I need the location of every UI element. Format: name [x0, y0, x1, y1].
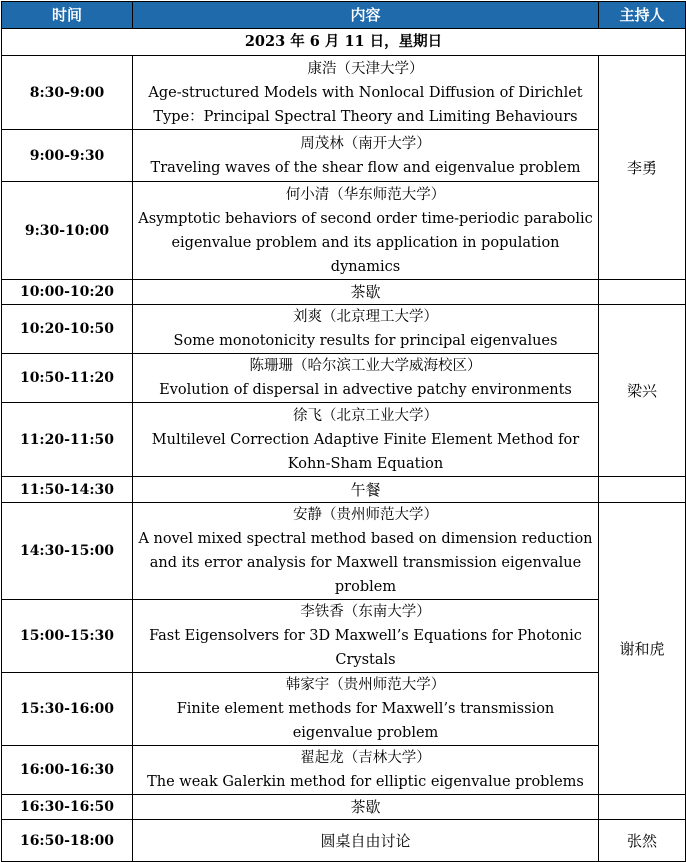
- session-row: [2, 600, 686, 673]
- session-content: [133, 182, 599, 280]
- session-time: 10:00-10:20: [2, 280, 133, 305]
- session-row: [2, 305, 686, 354]
- session-content: [133, 503, 599, 600]
- session-time: 9:00-9:30: [2, 130, 133, 182]
- session-time: 15:00-15:30: [2, 600, 133, 673]
- session-row: [2, 354, 686, 403]
- session-speaker: 翟起龙（吉林大学）: [300, 750, 431, 766]
- session-row: [2, 130, 686, 182]
- host-cell: 李勇: [599, 56, 686, 280]
- host-cell: 张然: [599, 820, 686, 862]
- session-time: 10:20-10:50: [2, 305, 133, 354]
- session-speaker: 韩家宇（贵州师范大学）: [285, 677, 446, 693]
- schedule-table: [1, 1, 686, 862]
- session-time: 16:50-18:00: [2, 820, 133, 862]
- break-row: [2, 795, 686, 820]
- session-content: [133, 600, 599, 673]
- session-content: [133, 130, 599, 182]
- session-title: A novel mixed spectral method based on dimension reduction and its error analysis for Maxwell transmission eigenvalue problem: [138, 531, 593, 595]
- session-time: 11:50-14:30: [2, 477, 133, 503]
- break-row: [2, 820, 686, 862]
- session-content: [133, 354, 599, 403]
- session-title: Age-structured Models with Nonlocal Diffusion of Dirichlet Type：Principal Spectral Theory and Limiting Behaviours: [148, 84, 583, 125]
- header-row: [2, 2, 686, 29]
- break-row: [2, 477, 686, 503]
- session-row: [2, 746, 686, 795]
- host-cell-empty: [599, 280, 686, 305]
- break-label: 午餐: [133, 477, 599, 503]
- session-time: 16:30-16:50: [2, 795, 133, 820]
- header-time: 时间: [2, 2, 133, 29]
- session-title: Asymptotic behaviors of second order time-periodic parabolic eigenvalue problem and its application in population dynamics: [138, 210, 593, 275]
- session-row: [2, 503, 686, 600]
- header-content: 内容: [133, 2, 599, 29]
- host-cell: 梁兴: [599, 305, 686, 477]
- session-speaker: 安静（贵州师范大学）: [293, 507, 438, 523]
- session-content: [133, 305, 599, 354]
- session-title: Finite element methods for Maxwell’s transmission eigenvalue problem: [176, 701, 555, 741]
- host-cell-empty: [599, 795, 686, 820]
- session-row: [2, 673, 686, 746]
- date-banner: 2023 年 6 月 11 日，星期日: [2, 29, 686, 56]
- session-speaker: 陈珊珊（哈尔滨工业大学威海校区）: [249, 358, 482, 374]
- date-row: [2, 29, 686, 56]
- session-speaker: 何小清（华东师范大学）: [285, 186, 446, 203]
- session-title: Evolution of dispersal in advective patchy environments: [159, 382, 572, 398]
- session-time: 10:50-11:20: [2, 354, 133, 403]
- session-content: [133, 673, 599, 746]
- session-title: Traveling waves of the shear flow and eigenvalue problem: [150, 159, 581, 176]
- session-title: Multilevel Correction Adaptive Finite Element Method for Kohn-Sham Equation: [151, 431, 580, 472]
- session-title: Fast Eigensolvers for 3D Maxwell’s Equations for Photonic Crystals: [149, 628, 582, 668]
- session-time: 15:30-16:00: [2, 673, 133, 746]
- session-time: 9:30-10:00: [2, 182, 133, 280]
- session-row: [2, 403, 686, 477]
- session-row: [2, 56, 686, 130]
- session-time: 8:30-9:00: [2, 56, 133, 130]
- host-cell-empty: [599, 477, 686, 503]
- session-speaker: 康浩（天津大学）: [307, 60, 424, 77]
- session-content: [133, 746, 599, 795]
- roundtable-label: 圆桌自由讨论: [133, 820, 599, 862]
- break-label: 茶歇: [133, 280, 599, 305]
- session-content: [133, 56, 599, 130]
- host-cell: 谢和虎: [599, 503, 686, 795]
- session-content: [133, 403, 599, 477]
- session-title: Some monotonicity results for principal eigenvalues: [173, 333, 558, 349]
- session-title: The weak Galerkin method for elliptic eigenvalue problems: [147, 774, 584, 790]
- session-speaker: 李铁香（东南大学）: [300, 604, 431, 620]
- session-time: 16:00-16:30: [2, 746, 133, 795]
- session-time: 11:20-11:50: [2, 403, 133, 477]
- session-row: [2, 182, 686, 280]
- session-time: 14:30-15:00: [2, 503, 133, 600]
- session-speaker: 周茂林（南开大学）: [300, 135, 431, 152]
- session-speaker: 徐飞（北京工业大学）: [293, 407, 438, 424]
- session-speaker: 刘爽（北京理工大学）: [293, 309, 438, 325]
- header-host: 主持人: [599, 2, 686, 29]
- break-row: [2, 280, 686, 305]
- break-label: 茶歇: [133, 795, 599, 820]
